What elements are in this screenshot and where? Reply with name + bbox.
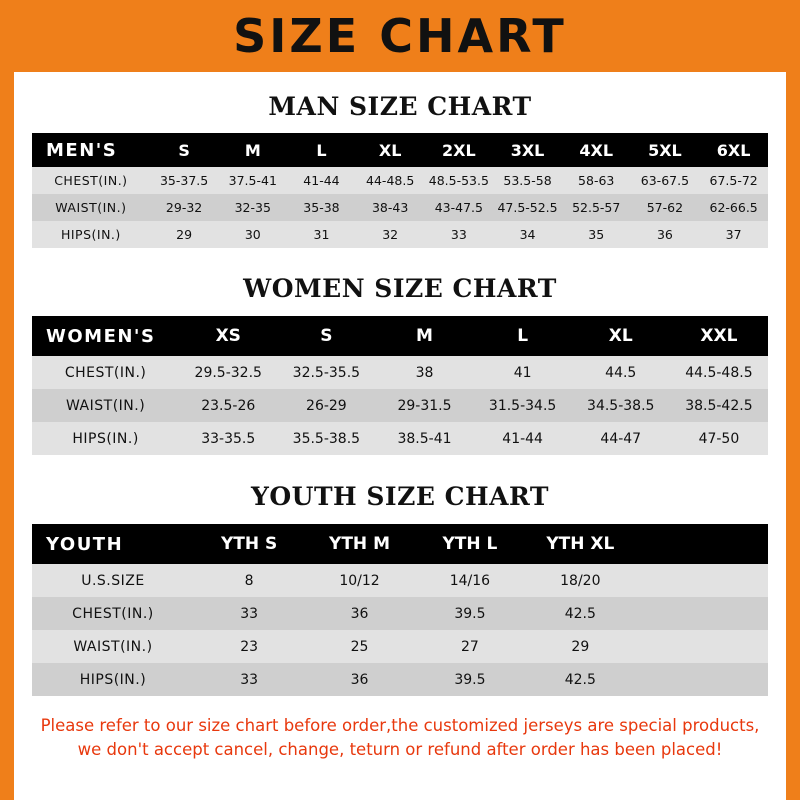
- table-header-row: [32, 524, 768, 564]
- women-row1-cell6: 38.5-42.5: [685, 397, 753, 414]
- table-row: [32, 389, 768, 422]
- man-row1-cell8: 57-62: [646, 200, 684, 215]
- women-row0-cell0: CHEST(IN.): [64, 364, 147, 381]
- women-row2-cell0: HIPS(IN.): [72, 430, 139, 447]
- man-row0-cell7: 58-63: [578, 173, 615, 188]
- youth-row2-cell2: 25: [350, 638, 369, 655]
- man-row0-cell5: 48.5-53.5: [428, 173, 489, 188]
- youth-row3-cell1: 33: [240, 671, 259, 688]
- man-row0-cell8: 63-67.5: [640, 173, 690, 188]
- women-header-cell-3: M: [416, 326, 433, 346]
- women-row2-cell1: 33-35.5: [201, 430, 256, 447]
- women-row0-cell4: 41: [513, 364, 532, 381]
- youth-header-cell-2: YTH M: [329, 534, 390, 554]
- man-table-header: [32, 133, 768, 167]
- page-title: SIZE CHART: [233, 9, 567, 63]
- women-row1-cell2: 26-29: [306, 397, 347, 414]
- youth-row2-cell0: WAIST(IN.): [73, 638, 153, 655]
- man-row1-cell2: 32-35: [234, 200, 271, 215]
- table-row: [32, 422, 768, 455]
- man-row2-cell6: 34: [519, 227, 536, 242]
- women-table-body: [32, 356, 768, 455]
- youth-header-cell-4: YTH XL: [546, 534, 615, 554]
- order-policy-note-line-1: Please refer to our size chart before order,the customized jerseys are special products,: [40, 716, 760, 735]
- youth-row1-cell5: [636, 597, 768, 630]
- women-row1-cell4: 31.5-34.5: [488, 397, 557, 414]
- man-row2-cell5: 33: [450, 227, 467, 242]
- page-content: [14, 72, 786, 800]
- man-header-cell-6: 3XL: [510, 140, 545, 160]
- man-row2-cell2: 30: [244, 227, 261, 242]
- youth-row0-cell1: 8: [244, 572, 254, 589]
- youth-row0-cell0: U.S.SIZE: [81, 572, 145, 589]
- women-row1-cell1: 23.5-26: [201, 397, 256, 414]
- man-row0-cell2: 37.5-41: [228, 173, 277, 188]
- youth-row2-cell3: 27: [461, 638, 479, 655]
- man-row2-cell7: 35: [588, 227, 605, 242]
- man-row2-cell3: 31: [313, 227, 330, 242]
- youth-size-chart-title: YOUTH SIZE CHART: [251, 482, 549, 511]
- women-row1-cell3: 29-31.5: [397, 397, 452, 414]
- man-row2-cell4: 32: [382, 227, 399, 242]
- man-row2-cell1: 29: [176, 227, 193, 242]
- women-row0-cell6: 44.5-48.5: [685, 364, 753, 381]
- women-header-cell-5: XL: [608, 326, 633, 346]
- man-row1-cell6: 47.5-52.5: [497, 200, 558, 215]
- women-row2-cell3: 38.5-41: [397, 430, 452, 447]
- man-row0-cell9: 67.5-72: [709, 173, 758, 188]
- man-header-cell-5: 2XL: [442, 140, 476, 160]
- page-banner: [14, 0, 786, 72]
- youth-row2-cell4: 29: [571, 638, 590, 655]
- man-header-cell-0: MEN'S: [46, 139, 118, 161]
- youth-row0-cell5: [636, 564, 768, 597]
- table-row: [32, 597, 768, 630]
- youth-row1-cell1: 33: [240, 605, 259, 622]
- women-row2-cell2: 35.5-38.5: [292, 430, 361, 447]
- youth-header-cell-0: YOUTH: [46, 533, 124, 555]
- youth-row1-cell2: 36: [350, 605, 369, 622]
- man-row2-cell9: 37: [725, 227, 742, 242]
- women-header-cell-0: WOMEN'S: [46, 325, 156, 347]
- women-row2-cell6: 47-50: [698, 430, 740, 447]
- women-header-cell-6: XXL: [700, 326, 738, 346]
- man-header-cell-2: M: [244, 140, 261, 160]
- table-row: [32, 663, 768, 696]
- women-row2-cell5: 44-47: [600, 430, 642, 447]
- man-size-chart-table: [32, 133, 768, 248]
- table-row: [32, 356, 768, 389]
- women-row1-cell5: 34.5-38.5: [587, 397, 655, 414]
- youth-row0-cell4: 18/20: [560, 572, 601, 589]
- women-row0-cell1: 29.5-32.5: [194, 364, 262, 381]
- man-table-body: [32, 167, 768, 248]
- man-header-cell-7: 4XL: [579, 140, 614, 160]
- table-header-row: [32, 133, 768, 167]
- man-row1-cell9: 62-66.5: [709, 200, 758, 215]
- man-row1-cell5: 43-47.5: [434, 200, 483, 215]
- man-row2-cell8: 36: [656, 227, 673, 242]
- youth-row1-cell3: 39.5: [454, 605, 486, 622]
- table-row: [32, 221, 768, 248]
- women-row0-cell2: 32.5-35.5: [292, 364, 361, 381]
- man-row1-cell4: 38-43: [371, 200, 409, 215]
- man-row1-cell7: 52.5-57: [572, 200, 621, 215]
- table-row: [32, 630, 768, 663]
- order-policy-note: [32, 714, 768, 762]
- table-header-row: [32, 316, 768, 356]
- man-row1-cell3: 35-38: [303, 200, 340, 215]
- youth-header-cell-3: YTH L: [442, 534, 498, 554]
- youth-row2-cell5: [636, 630, 768, 663]
- man-row0-cell0: CHEST(IN.): [54, 173, 128, 188]
- order-policy-note-line-2: we don't accept cancel, change, teturn or refund after order has been placed!: [77, 739, 723, 759]
- youth-row3-cell5: [636, 663, 768, 696]
- youth-row2-cell1: 23: [240, 638, 259, 655]
- women-row1-cell0: WAIST(IN.): [65, 397, 146, 414]
- man-row0-cell4: 44-48.5: [366, 173, 415, 188]
- youth-row1-cell0: CHEST(IN.): [72, 605, 154, 622]
- youth-row3-cell3: 39.5: [454, 671, 486, 688]
- youth-row0-cell3: 14/16: [449, 572, 491, 589]
- man-row0-cell1: 35-37.5: [159, 173, 209, 188]
- women-header-cell-4: L: [517, 326, 529, 346]
- man-row2-cell0: HIPS(IN.): [60, 227, 121, 242]
- women-row2-cell4: 41-44: [502, 430, 543, 447]
- man-header-cell-1: S: [178, 140, 190, 160]
- youth-row1-cell4: 42.5: [564, 605, 596, 622]
- man-header-cell-4: XL: [378, 140, 402, 160]
- youth-size-chart-table: [32, 524, 768, 696]
- women-table-header: [32, 316, 768, 356]
- women-row0-cell5: 44.5: [605, 364, 637, 381]
- table-row: [32, 167, 768, 194]
- man-row1-cell0: WAIST(IN.): [55, 200, 127, 215]
- man-row0-cell3: 41-44: [303, 173, 340, 188]
- women-row0-cell3: 38: [415, 364, 434, 381]
- man-row1-cell1: 29-32: [165, 200, 203, 215]
- youth-table-body: [32, 564, 768, 696]
- man-header-cell-9: 6XL: [716, 140, 751, 160]
- man-header-cell-3: L: [316, 140, 327, 160]
- table-row: [32, 564, 768, 597]
- table-row: [32, 194, 768, 221]
- youth-table-header: [32, 524, 768, 564]
- man-row0-cell6: 53.5-58: [503, 173, 552, 188]
- man-size-chart-title: MAN SIZE CHART: [268, 92, 532, 121]
- youth-row0-cell2: 10/12: [339, 572, 380, 589]
- women-size-chart-title: WOMEN SIZE CHART: [243, 274, 557, 303]
- youth-header-cell-5: [636, 524, 768, 564]
- women-size-chart-table: [32, 316, 768, 455]
- women-header-cell-1: XS: [215, 326, 241, 346]
- youth-row3-cell4: 42.5: [564, 671, 596, 688]
- youth-row3-cell2: 36: [350, 671, 369, 688]
- youth-header-cell-1: YTH S: [220, 534, 278, 554]
- man-header-cell-8: 5XL: [648, 140, 682, 160]
- women-header-cell-2: S: [320, 326, 333, 346]
- youth-row3-cell0: HIPS(IN.): [79, 671, 147, 688]
